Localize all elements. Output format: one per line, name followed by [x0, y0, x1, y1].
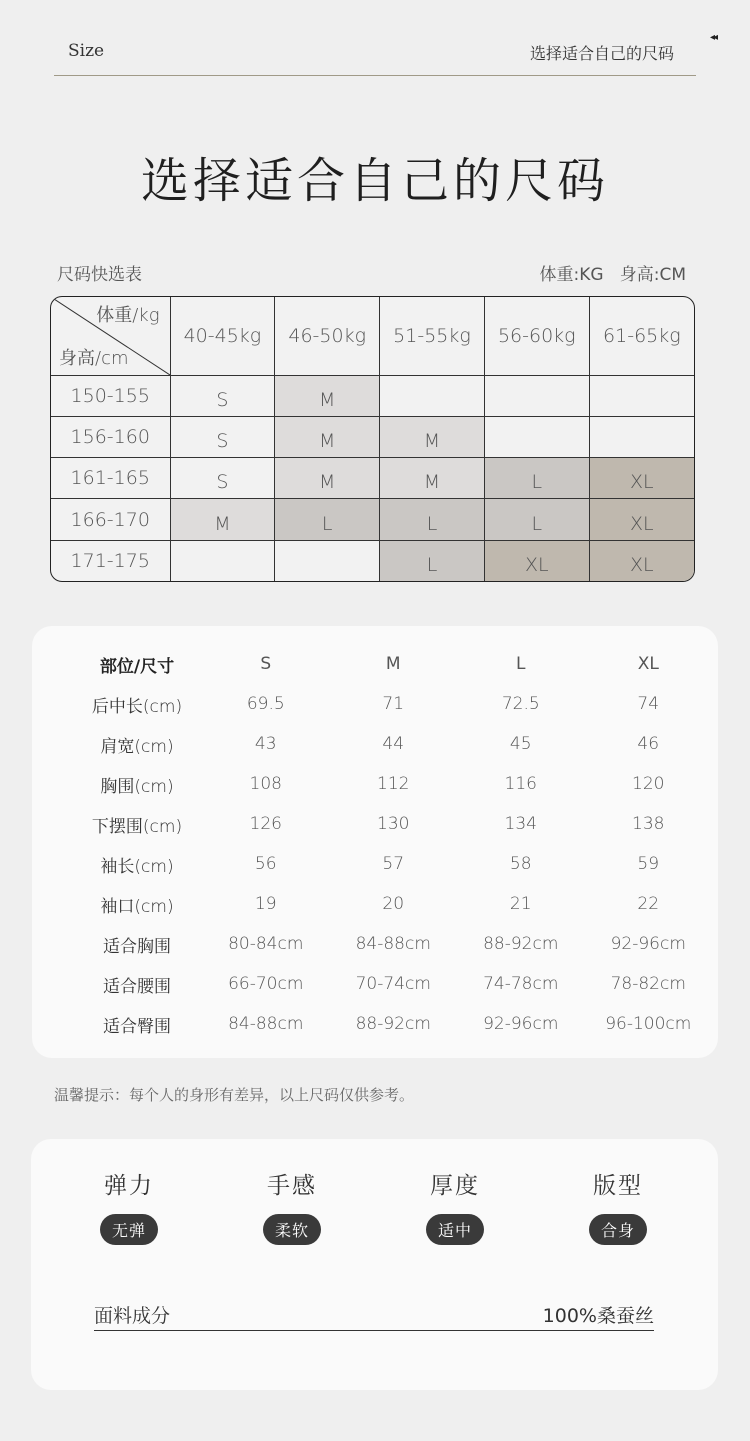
measurement-value: 66-70cm — [228, 974, 304, 994]
size-cell — [275, 416, 380, 457]
weight-header: 46-50kg — [275, 297, 380, 375]
measurement-row — [72, 764, 712, 804]
size-cell — [275, 499, 380, 540]
size-value: M — [423, 471, 441, 494]
back-arrows-icon[interactable]: ◂◂ — [709, 32, 716, 43]
measurement-value: 130 — [377, 814, 410, 834]
size-cell — [275, 458, 380, 499]
feature-badge: 合身 — [589, 1214, 647, 1245]
measurement-value: 80-84cm — [228, 934, 304, 954]
measurement-row — [72, 924, 712, 964]
measurement-row — [72, 964, 712, 1004]
fabric-feature-card — [31, 1139, 718, 1390]
size-cell — [589, 375, 694, 416]
size-value: M — [318, 388, 336, 411]
weight-header: 56-60kg — [484, 297, 589, 375]
size-cell — [170, 458, 275, 499]
table-corner — [51, 297, 170, 375]
measurement-value: 120 — [632, 774, 665, 794]
size-value: L — [321, 512, 333, 535]
size-cell — [589, 540, 694, 581]
size-quick-table — [50, 296, 695, 582]
feature-title: 弹力 — [104, 1173, 154, 1199]
weight-header: 40-45kg — [170, 297, 275, 375]
measurement-value: 70-74cm — [355, 974, 431, 994]
header-subtitle: 选择适合自己的尺码 — [529, 44, 674, 63]
size-value: M — [318, 471, 336, 494]
measurement-value: 74-78cm — [483, 974, 559, 994]
weight-header: 61-65kg — [589, 297, 694, 375]
size-value: L — [426, 553, 438, 576]
height-range-cell: 166-170 — [51, 499, 170, 540]
size-cell — [380, 416, 485, 457]
measurement-row — [72, 724, 712, 764]
size-value: XL — [524, 553, 549, 576]
measurement-table — [72, 644, 712, 1044]
measurement-value: 69.5 — [246, 694, 285, 714]
size-cell — [484, 416, 589, 457]
header-size-label: Size — [68, 41, 105, 61]
measurement-header-row — [72, 644, 712, 684]
size-cell — [275, 375, 380, 416]
quick-table-label: 尺码快选表 — [57, 265, 142, 285]
size-cell — [170, 416, 275, 457]
size-value: XL — [630, 553, 654, 576]
size-value: S — [216, 471, 229, 494]
size-cell — [170, 375, 275, 416]
size-cell — [275, 540, 380, 581]
size-cell — [170, 499, 275, 540]
measurement-label: 后中长(cm) — [91, 696, 183, 717]
fabric-underline — [94, 1330, 654, 1331]
size-cell — [484, 375, 589, 416]
measurement-value: 108 — [249, 774, 282, 794]
size-value: L — [426, 512, 438, 535]
measurement-value: 58 — [509, 854, 532, 874]
size-cell — [380, 375, 485, 416]
measurement-value: 134 — [504, 814, 537, 834]
size-cell — [589, 458, 694, 499]
size-cell — [484, 458, 589, 499]
feature-elasticity — [64, 1167, 194, 1245]
size-row — [51, 499, 694, 540]
size-row — [51, 540, 694, 581]
size-value: XL — [630, 512, 654, 535]
header-divider — [54, 75, 696, 76]
size-value: XL — [630, 471, 654, 494]
feature-title: 版型 — [593, 1173, 643, 1199]
measurement-value: 84-88cm — [355, 934, 431, 954]
measurement-value: 116 — [504, 774, 537, 794]
measurement-value: 74 — [637, 694, 660, 714]
size-value: M — [423, 429, 441, 452]
feature-badge: 适中 — [426, 1214, 484, 1245]
measurement-value: 57 — [382, 854, 405, 874]
measurement-value: 78-82cm — [610, 974, 686, 994]
measurement-card — [32, 626, 718, 1058]
measurement-value: 88-92cm — [483, 934, 559, 954]
measurement-value: 19 — [254, 894, 277, 914]
size-cell — [484, 540, 589, 581]
measurement-value: 96-100cm — [605, 1014, 692, 1034]
size-value: L — [531, 471, 543, 494]
measurement-value: 88-92cm — [355, 1014, 431, 1034]
measurement-header-cell: L — [516, 654, 526, 674]
measurement-value: 43 — [254, 734, 277, 754]
height-range-cell: 150-155 — [51, 375, 170, 416]
measurement-value: 44 — [382, 734, 405, 754]
measurement-value: 21 — [509, 894, 532, 914]
measurement-label: 适合臀围 — [103, 1016, 171, 1037]
measurement-value: 112 — [377, 774, 410, 794]
page-title: 选择适合自己的尺码 — [140, 153, 609, 209]
measurement-label: 肩宽(cm) — [100, 736, 174, 757]
measurement-value: 92-96cm — [610, 934, 686, 954]
measurement-header-cell: 部位/尺寸 — [99, 656, 175, 677]
size-value: M — [318, 429, 336, 452]
height-range-cell: 161-165 — [51, 458, 170, 499]
size-cell — [589, 416, 694, 457]
measurement-label: 袖长(cm) — [100, 856, 174, 877]
size-row — [51, 458, 694, 499]
measurement-label: 适合胸围 — [103, 936, 171, 957]
measurement-label: 适合腰围 — [103, 976, 171, 997]
measurement-value: 59 — [637, 854, 660, 874]
feature-badge: 柔软 — [263, 1214, 321, 1245]
measurement-row — [72, 1004, 712, 1044]
measurement-value: 22 — [637, 894, 660, 914]
size-value: S — [216, 429, 229, 452]
measurement-label: 袖口(cm) — [100, 896, 174, 917]
measurement-row — [72, 844, 712, 884]
measurement-row — [72, 684, 712, 724]
height-range-cell: 171-175 — [51, 540, 170, 581]
size-row — [51, 416, 694, 457]
fabric-value: 100%桑蚕丝 — [542, 1305, 654, 1327]
measurement-value: 46 — [637, 734, 660, 754]
measurement-row — [72, 804, 712, 844]
size-value: M — [214, 512, 231, 535]
size-cell — [380, 499, 485, 540]
measurement-value: 20 — [382, 894, 405, 914]
feature-hand-feel — [227, 1167, 357, 1245]
measurement-header-cell: XL — [637, 654, 659, 674]
size-tip: 温馨提示：每个人的身形有差异，以上尺码仅供参考。 — [54, 1086, 415, 1104]
feature-badge: 无弹 — [100, 1214, 158, 1245]
size-row — [51, 375, 694, 416]
size-cell — [170, 540, 275, 581]
height-axis-label: 身高/cm — [59, 347, 129, 369]
measurement-row — [72, 884, 712, 924]
size-cell — [380, 540, 485, 581]
feature-title: 厚度 — [430, 1173, 480, 1199]
measurement-value: 45 — [509, 734, 532, 754]
measurement-value: 56 — [254, 854, 277, 874]
feature-fit — [553, 1167, 683, 1245]
measurement-value: 72.5 — [501, 694, 540, 714]
feature-thickness — [390, 1167, 520, 1245]
measurement-value: 92-96cm — [483, 1014, 559, 1034]
size-value: L — [531, 512, 543, 535]
fabric-label: 面料成分 — [94, 1305, 171, 1327]
measurement-value: 126 — [249, 814, 282, 834]
measurement-header-cell: M — [385, 654, 401, 674]
weight-header: 51-55kg — [380, 297, 485, 375]
quick-table-units: 体重:KG 身高:CM — [539, 265, 686, 285]
size-value: S — [216, 388, 229, 411]
size-cell — [380, 458, 485, 499]
measurement-value: 71 — [382, 694, 405, 714]
weight-axis-label: 体重/kg — [96, 305, 160, 326]
feature-title: 手感 — [267, 1173, 317, 1199]
size-cell — [484, 499, 589, 540]
measurement-value: 84-88cm — [228, 1014, 304, 1034]
measurement-value: 138 — [632, 814, 665, 834]
height-range-cell: 156-160 — [51, 416, 170, 457]
measurement-label: 下摆围(cm) — [91, 816, 183, 837]
size-cell — [589, 499, 694, 540]
measurement-label: 胸围(cm) — [100, 776, 174, 797]
measurement-header-cell: S — [260, 654, 272, 674]
